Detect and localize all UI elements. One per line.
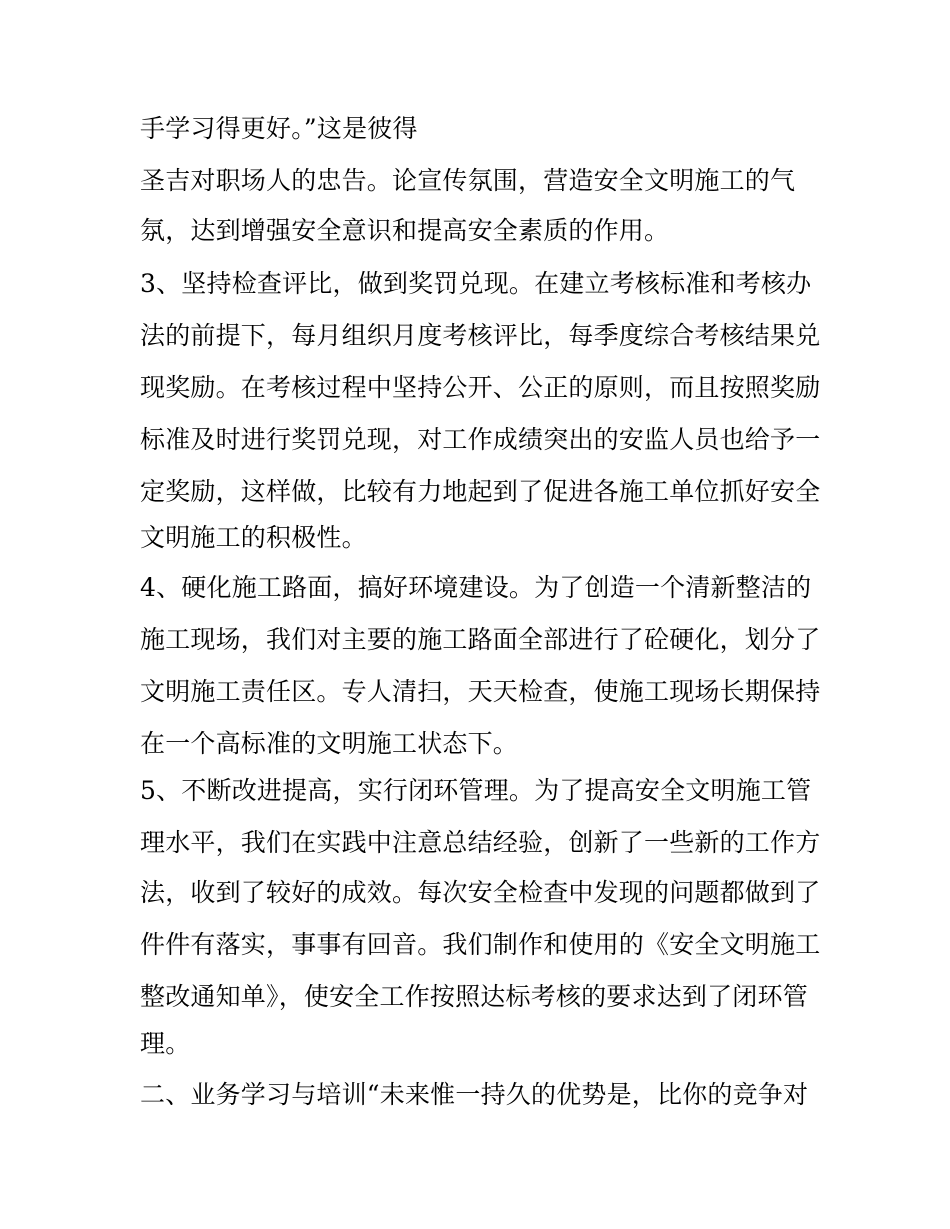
text-line: 圣吉对职场人的忠告。论宣传氛围，营造安全文明施工的气 [140,166,796,195]
text-line: 在一个高标准的文明施工状态下。 [140,729,519,758]
text-line: 现奖励。在考核过程中坚持公开、公正的原则，而且按照奖励 [140,373,821,402]
text-line: 标准及时进行奖罚兑现，对工作成绩突出的安监人员也给予一 [140,425,821,454]
text-line: 二、业务学习与培训“未来惟一持久的优势是，比你的竞争对 [140,1080,809,1109]
text-line: 5、不断改进提高，实行闭环管理。为了提高安全文明施工管 [140,776,812,805]
text-line: 氛，达到增强安全意识和提高安全素质的作用。 [140,216,670,245]
text-line: 理水平，我们在实践中注意总结经验，创新了一些新的工作方 [140,828,821,857]
text-line: 整改通知单》，使安全工作按照达标考核的要求达到了闭环管 [140,982,808,1011]
text-line: 理。 [140,1029,191,1058]
text-line: 4、硬化施工路面，搞好环境建设。为了创造一个清新整洁的 [140,573,812,602]
text-line: 手学习得更好。”这是彼得 [140,114,418,143]
text-line: 施工现场，我们对主要的施工路面全部进行了砼硬化，划分了 [140,625,821,654]
text-line: 法，收到了较好的成效。每次安全检查中发现的问题都做到了 [140,878,821,907]
text-line: 法的前提下，每月组织月度考核评比，每季度综合考核结果兑 [140,321,821,350]
text-line: 文明施工责任区。专人清扫，天天检查，使施工现场长期保持 [140,677,821,706]
text-line: 定奖励，这样做，比较有力地起到了促进各施工单位抓好安全 [140,477,821,506]
text-line: 3、坚持检查评比，做到奖罚兑现。在建立考核标准和考核办 [140,269,812,298]
text-line: 件件有落实，事事有回音。我们制作和使用的《安全文明施工 [140,930,821,959]
text-line: 文明施工的积极性。 [140,523,367,552]
